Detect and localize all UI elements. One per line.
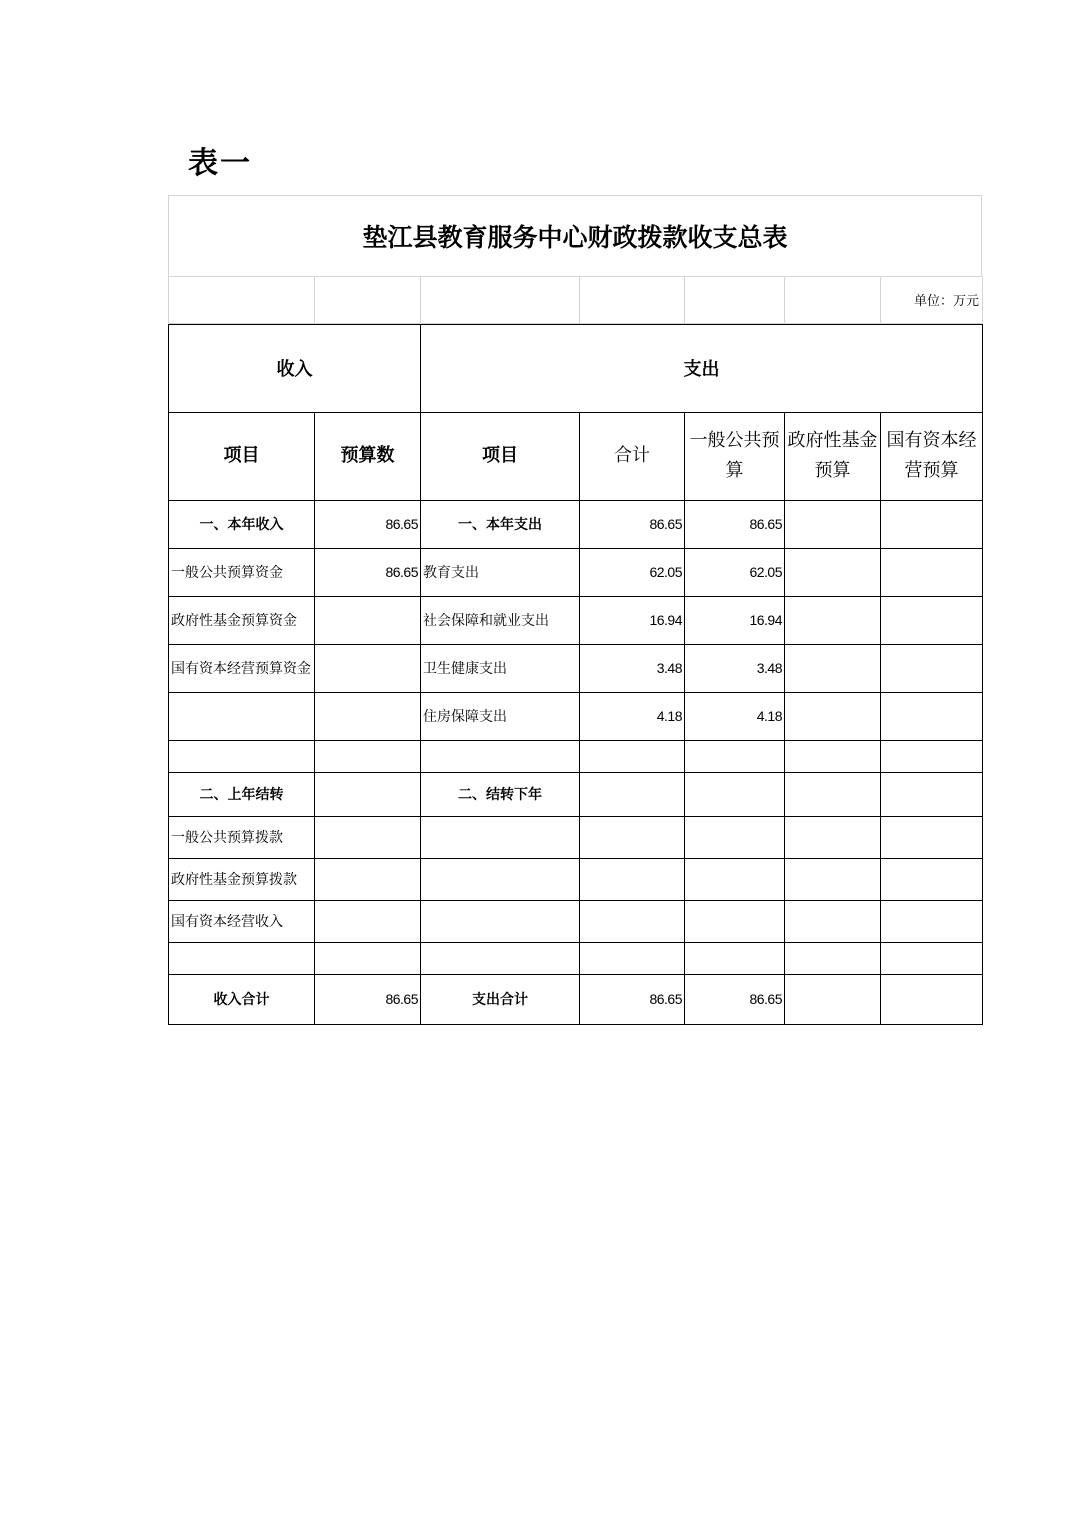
cell — [580, 740, 685, 772]
table-row — [169, 500, 983, 548]
col-header-expense-item: 项目 — [421, 412, 580, 500]
cell — [785, 692, 881, 740]
cell — [785, 816, 881, 858]
blank-cell — [169, 277, 315, 323]
cell — [881, 500, 983, 548]
cell — [881, 942, 983, 974]
table-row — [169, 644, 983, 692]
budget-sheet — [168, 195, 982, 1025]
cell: 16.94 — [580, 596, 685, 644]
table-row — [169, 740, 983, 772]
col-header-total: 合计 — [580, 412, 685, 500]
cell — [169, 942, 315, 974]
cell: 一、本年收入 — [169, 500, 315, 548]
table-row — [169, 858, 983, 900]
unit-row-table — [168, 277, 983, 324]
cell: 国有资本经营收入 — [169, 900, 315, 942]
cell — [315, 772, 421, 816]
cell — [785, 900, 881, 942]
col-header-income-item: 项目 — [169, 412, 315, 500]
cell — [685, 740, 785, 772]
cell: 86.65 — [685, 974, 785, 1024]
cell — [785, 500, 881, 548]
table-row — [169, 548, 983, 596]
table-row — [169, 942, 983, 974]
col-header-income-budget: 预算数 — [315, 412, 421, 500]
cell: 86.65 — [315, 974, 421, 1024]
cell: 3.48 — [580, 644, 685, 692]
cell: 政府性基金预算资金 — [169, 596, 315, 644]
cell — [881, 596, 983, 644]
cell — [881, 692, 983, 740]
cell: 住房保障支出 — [421, 692, 580, 740]
cell — [881, 816, 983, 858]
cell — [421, 858, 580, 900]
cell — [315, 858, 421, 900]
cell — [580, 816, 685, 858]
cell — [881, 974, 983, 1024]
cell: 62.05 — [685, 548, 785, 596]
cell — [580, 772, 685, 816]
cell — [421, 816, 580, 858]
cell: 二、上年结转 — [169, 772, 315, 816]
blank-cell — [580, 277, 685, 323]
cell — [785, 772, 881, 816]
cell — [580, 942, 685, 974]
cell — [881, 772, 983, 816]
cell — [421, 740, 580, 772]
cell — [421, 942, 580, 974]
table-row — [169, 900, 983, 942]
cell: 收入合计 — [169, 974, 315, 1024]
table-label: 表一 — [188, 146, 252, 181]
cell — [685, 900, 785, 942]
blank-cell — [785, 277, 881, 323]
cell — [315, 740, 421, 772]
table-title: 垫江县教育服务中心财政拨款收支总表 — [168, 195, 982, 277]
cell: 二、结转下年 — [421, 772, 580, 816]
cell: 86.65 — [315, 500, 421, 548]
col-header-gov-fund: 政府性基金预算 — [785, 412, 881, 500]
cell — [785, 974, 881, 1024]
cell — [685, 816, 785, 858]
cell: 3.48 — [685, 644, 785, 692]
cell — [785, 942, 881, 974]
cell — [315, 596, 421, 644]
cell — [785, 548, 881, 596]
cell: 16.94 — [685, 596, 785, 644]
cell — [785, 644, 881, 692]
cell — [315, 900, 421, 942]
cell — [169, 740, 315, 772]
budget-table — [168, 324, 983, 1025]
cell — [315, 644, 421, 692]
cell — [785, 596, 881, 644]
cell: 62.05 — [580, 548, 685, 596]
table-row — [169, 816, 983, 858]
cell — [881, 548, 983, 596]
table-row — [169, 596, 983, 644]
cell: 86.65 — [580, 974, 685, 1024]
cell: 4.18 — [580, 692, 685, 740]
cell — [785, 740, 881, 772]
cell — [315, 942, 421, 974]
cell: 一、本年支出 — [421, 500, 580, 548]
cell: 86.65 — [315, 548, 421, 596]
cell: 卫生健康支出 — [421, 644, 580, 692]
cell — [580, 858, 685, 900]
cell: 一般公共预算资金 — [169, 548, 315, 596]
cell — [881, 858, 983, 900]
table-row — [169, 692, 983, 740]
cell: 支出合计 — [421, 974, 580, 1024]
total-row — [169, 974, 983, 1024]
blank-cell — [421, 277, 580, 323]
unit-label: 单位：万元 — [881, 277, 983, 323]
cell: 国有资本经营预算资金 — [169, 644, 315, 692]
table-row — [169, 772, 983, 816]
cell — [315, 816, 421, 858]
cell — [881, 644, 983, 692]
cell — [785, 858, 881, 900]
income-header: 收入 — [169, 324, 421, 412]
cell: 社会保障和就业支出 — [421, 596, 580, 644]
cell — [421, 900, 580, 942]
blank-cell — [315, 277, 421, 323]
expense-header: 支出 — [421, 324, 983, 412]
cell: 教育支出 — [421, 548, 580, 596]
cell: 政府性基金预算拨款 — [169, 858, 315, 900]
col-header-state-capital: 国有资本经营预算 — [881, 412, 983, 500]
section-header-row — [169, 324, 983, 412]
column-header-row — [169, 412, 983, 500]
cell — [881, 900, 983, 942]
cell — [580, 900, 685, 942]
cell — [169, 692, 315, 740]
cell — [881, 740, 983, 772]
cell — [315, 692, 421, 740]
cell — [685, 772, 785, 816]
blank-cell — [685, 277, 785, 323]
cell — [685, 858, 785, 900]
cell: 一般公共预算拨款 — [169, 816, 315, 858]
cell: 86.65 — [685, 500, 785, 548]
cell: 4.18 — [685, 692, 785, 740]
cell: 86.65 — [580, 500, 685, 548]
cell — [685, 942, 785, 974]
col-header-general-budget: 一般公共预算 — [685, 412, 785, 500]
